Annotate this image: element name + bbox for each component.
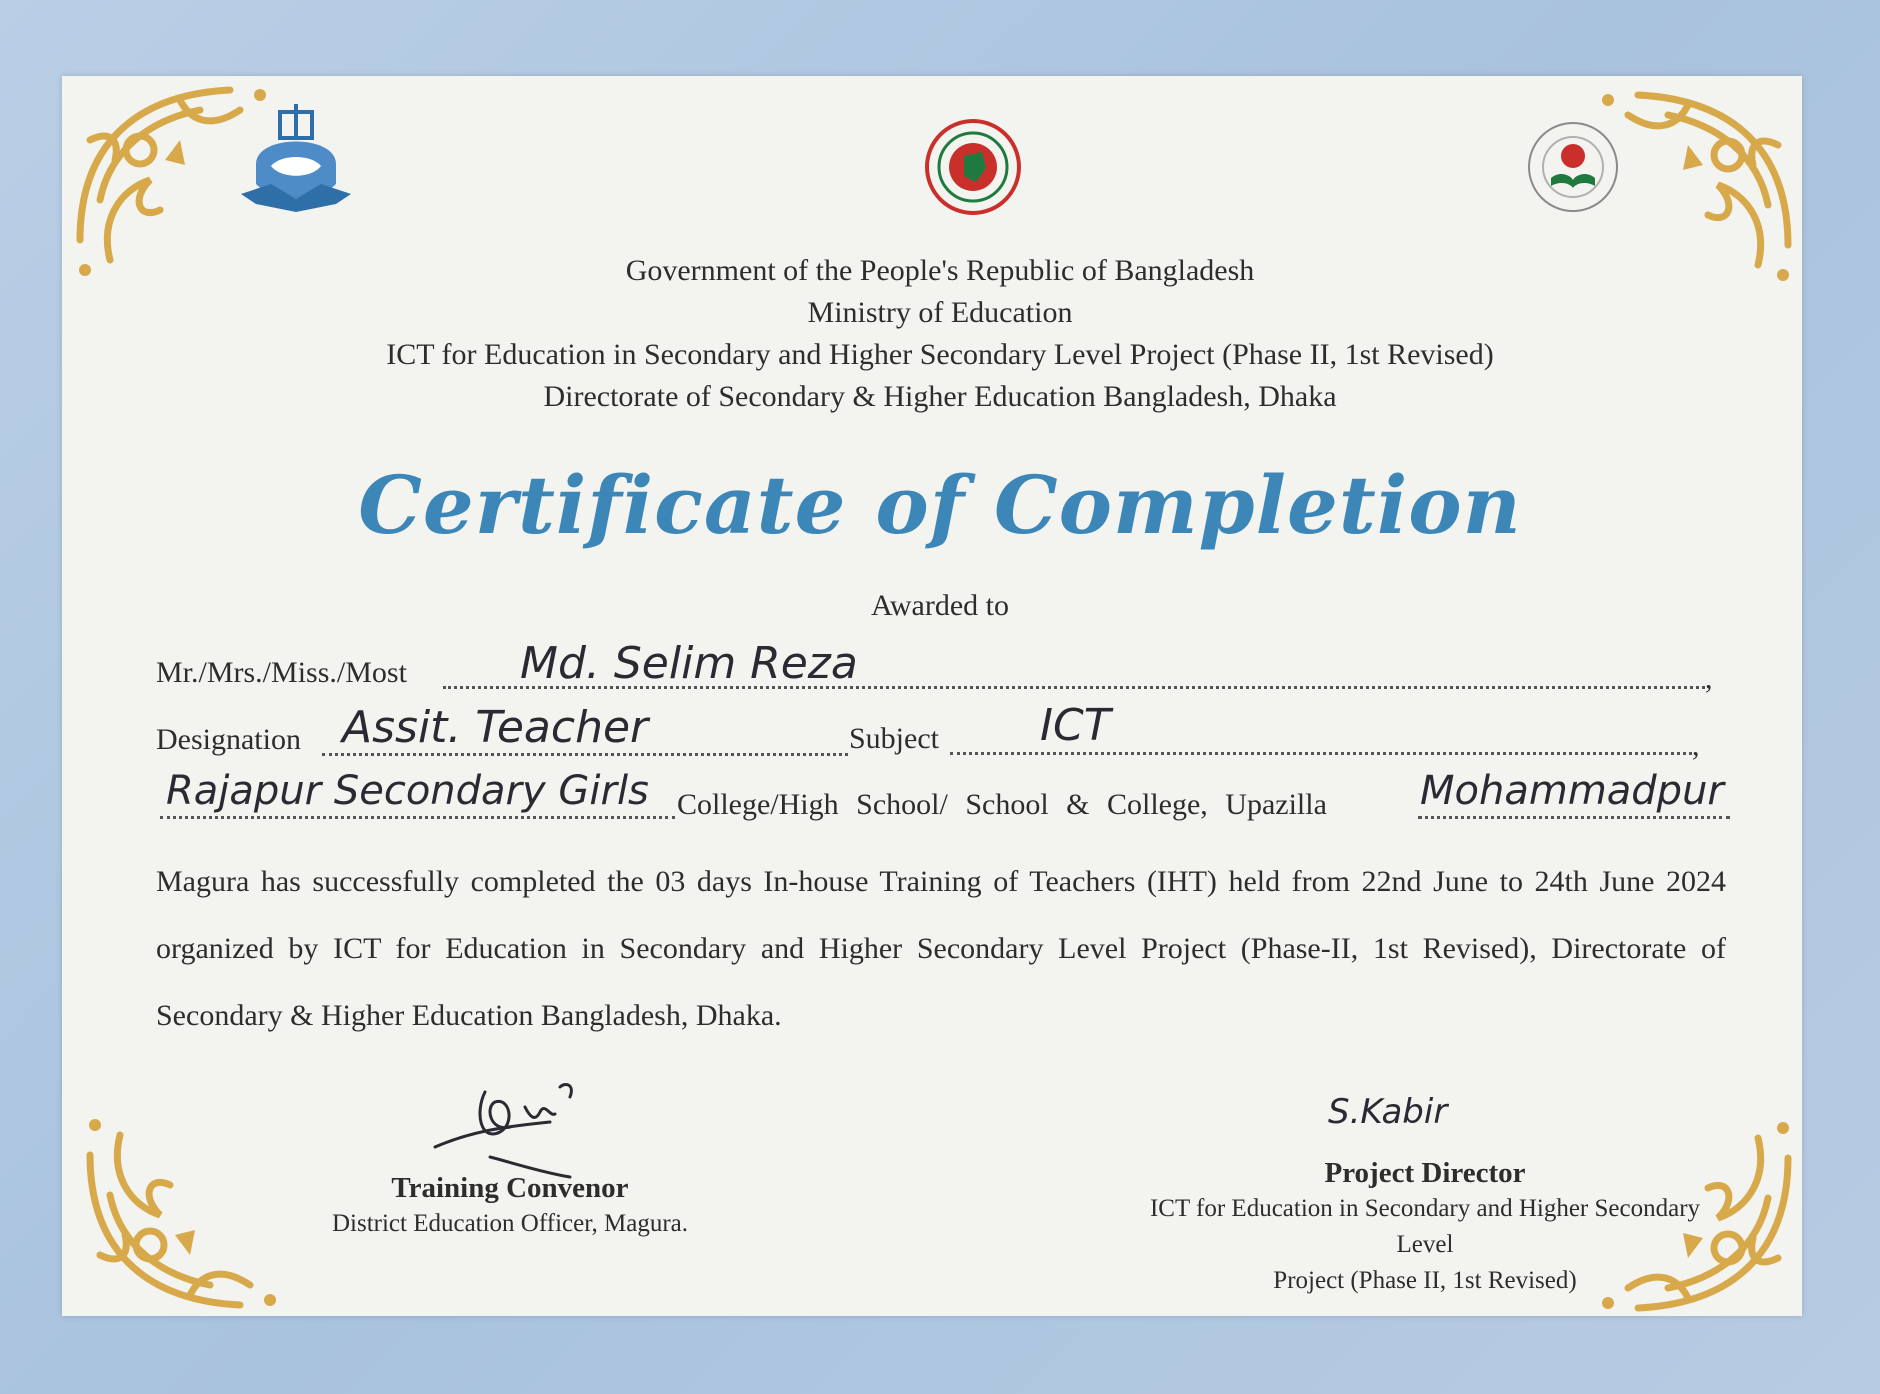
- header-project: ICT for Education in Secondary and Higher Secondary Level Project (Phase II, 1st Revised): [386, 338, 1494, 371]
- name-label: Mr./Mrs./Miss./Most: [156, 656, 407, 689]
- certificate-title: Certificate of Completion: [358, 458, 1522, 552]
- designation-value: Assit. Teacher: [342, 702, 649, 753]
- designation-label: Designation: [156, 723, 301, 756]
- header-directorate: Directorate of Secondary & Higher Education Bangladesh, Dhaka: [543, 380, 1337, 413]
- corner-ornament-icon: [80, 1115, 280, 1315]
- convenor-title: Training Convenor: [391, 1172, 629, 1204]
- upazilla-dotted-line: [1418, 815, 1730, 819]
- director-signature-block: [1120, 1155, 1730, 1299]
- institution-dotted-line: [160, 815, 675, 819]
- awarded-to-label: Awarded to: [870, 589, 1010, 622]
- name-comma: ,: [1705, 662, 1713, 695]
- name-value: Md. Selim Reza: [520, 638, 858, 689]
- header-government: Government of the People's Republic of Bangladesh: [625, 254, 1255, 287]
- convenor-signature-block: [300, 1170, 720, 1242]
- subject-dotted-line: [950, 751, 1692, 755]
- dshe-logo-icon: [236, 104, 356, 214]
- institution-label: College/High School/ School & College, Upazilla: [677, 788, 1327, 821]
- director-subtitle-line1: ICT for Education in Secondary and Higher Secondary Level: [1149, 1195, 1701, 1258]
- government-seal-icon: [924, 118, 1022, 216]
- convenor-signature-icon: [430, 1072, 600, 1182]
- director-title: Project Director: [1324, 1157, 1526, 1189]
- director-signature: S.Kabir: [1328, 1092, 1448, 1132]
- header-ministry: Ministry of Education: [807, 296, 1073, 329]
- institution-value: Rajapur Secondary Girls: [166, 768, 649, 814]
- project-logo-icon: [1526, 120, 1620, 214]
- upazilla-value: Mohammadpur: [1420, 768, 1724, 814]
- certificate-header: [200, 250, 1680, 418]
- subject-comma: ,: [1692, 729, 1700, 762]
- subject-label: Subject: [849, 722, 939, 755]
- subject-value: ICT: [1040, 700, 1111, 751]
- certificate-body-text: Magura has successfully completed the 03 days In-house Training of Teachers (IHT) held from 22nd June to 24th June 2024 organized by ICT for Education in Secondary and Higher Secondary Level Project (Phase-II, 1st Revised), Directorate of Secondary & Higher Education Bangladesh, Dhaka.: [156, 865, 1726, 1032]
- director-subtitle-line2: Project (Phase II, 1st Revised): [1273, 1267, 1577, 1294]
- convenor-subtitle: District Education Officer, Magura.: [331, 1210, 689, 1237]
